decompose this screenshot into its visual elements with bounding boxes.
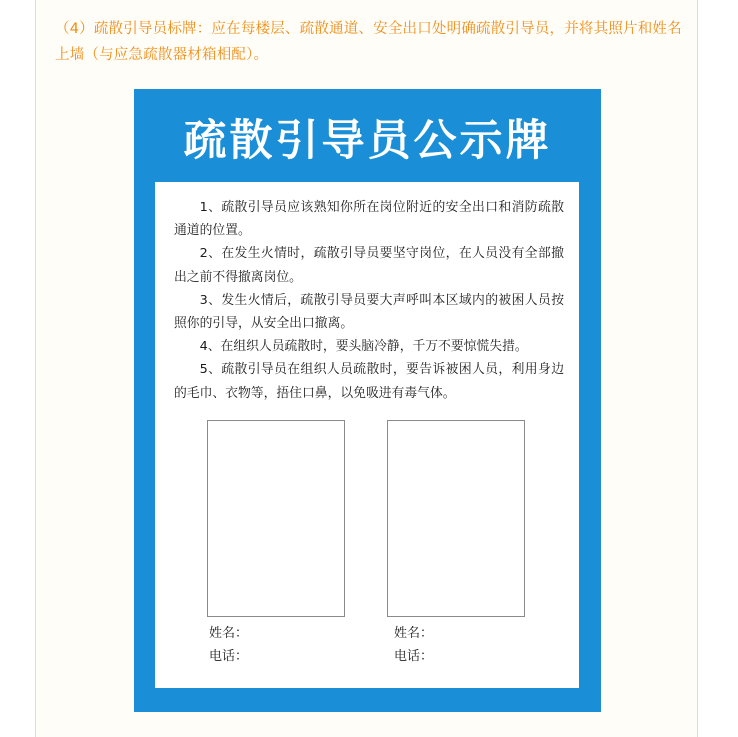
sign-panel	[155, 182, 579, 688]
evacuation-guide-sign	[134, 89, 601, 712]
photo-placeholder-left	[207, 420, 345, 617]
rule-item: 3、发生火情后，疏散引导员要大声呼叫本区域内的被困人员按照你的引导，从安全出口撤离。	[174, 292, 564, 332]
phone-label-left: 电话：	[209, 649, 249, 664]
name-label-right: 姓名：	[394, 626, 434, 641]
phone-label-right: 电话：	[394, 649, 434, 664]
rules-list	[174, 196, 564, 405]
rule-item: 2、在发生火情时，疏散引导员要坚守岗位，在人员没有全部撤出之前不得撤离岗位。	[174, 246, 564, 285]
intro-paragraph: （4）疏散引导员标牌：应在每楼层、疏散通道、安全出口处明确疏散引导员，并将其照片和姓名上墙（与应急疏散器材箱相配）。	[55, 21, 682, 63]
sign-title: 疏散引导员公示牌	[183, 116, 552, 166]
rule-item: 4、在组织人员疏散时，要头脑冷静，千万不要惊慌失措。	[199, 339, 528, 355]
rule-item: 1、疏散引导员应该熟知你所在岗位附近的安全出口和消防疏散通道的位置。	[174, 200, 564, 239]
rule-item: 5、疏散引导员在组织人员疏散时，要告诉被困人员，利用身边的毛巾、衣物等，捂住口鼻，以免吸进有毒气体。	[174, 362, 564, 401]
name-label-left: 姓名：	[209, 626, 249, 641]
photo-placeholder-right	[387, 420, 525, 617]
